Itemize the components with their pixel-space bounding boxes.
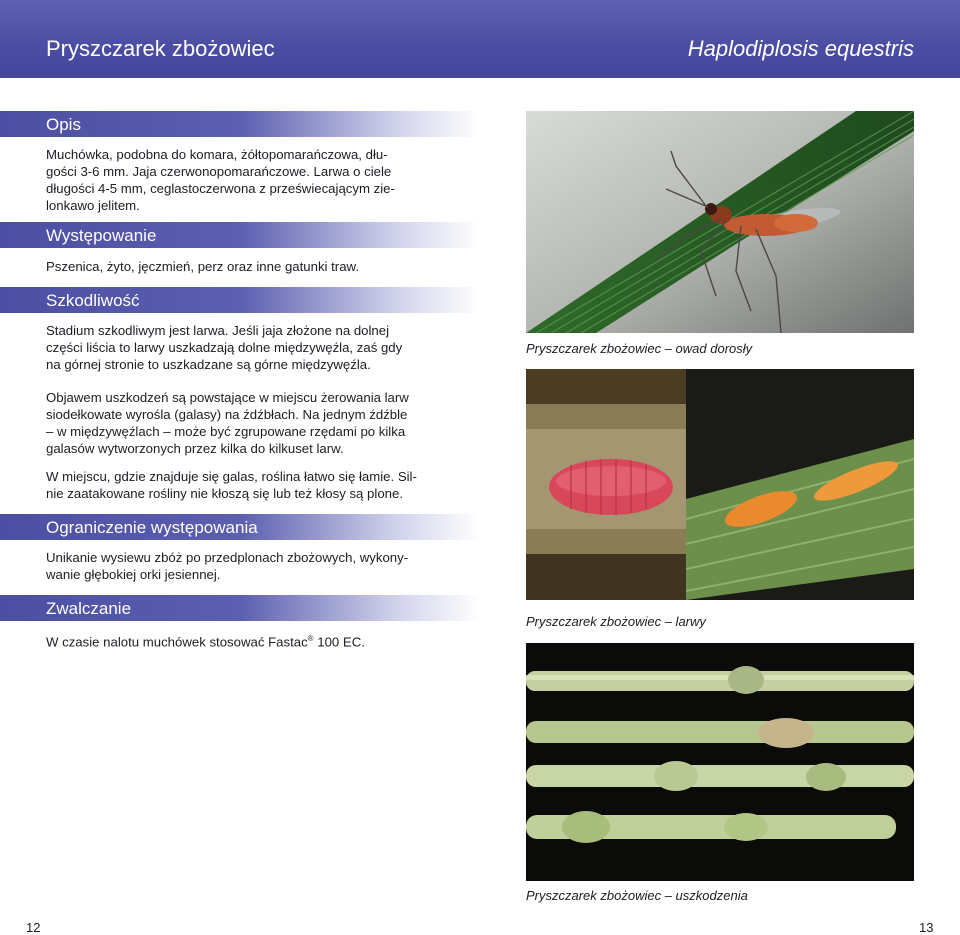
text-line: 100 EC. — [313, 634, 365, 650]
photo-larva-stem — [526, 369, 686, 600]
text-line: Stadium szkodliwym jest larwa. Jeśli jaja złożone na dolnej — [46, 323, 390, 338]
text-line: części liścia to larwy uszkadzają dolne międzywęźla, zaś gdy — [46, 340, 403, 355]
ograniczenie-text — [46, 549, 430, 583]
text-line: lonkawo jelitem. — [46, 198, 140, 213]
caption-larvae: Pryszczarek zbożowiec – larwy — [526, 614, 706, 629]
text-line: wanie głębokiej orki jesiennej. — [46, 567, 221, 582]
page-number-right: 13 — [919, 920, 934, 935]
text-line: Objawem uszkodzeń są powstające w miejscu żerowania larw — [46, 390, 409, 405]
caption-adult: Pryszczarek zbożowiec – owad dorosły — [526, 341, 753, 356]
photo-damaged-stems — [526, 643, 914, 881]
page-header — [0, 0, 960, 78]
text-line: nie zaatakowane rośliny nie kłoszą się lub też kłosy są plone. — [46, 486, 403, 501]
text-line: W miejscu, gdzie znajduje się galas, roślina łatwo się łamie. Sil- — [46, 469, 417, 484]
text-line: W czasie nalotu muchówek stosować — [46, 634, 269, 650]
section-heading: Występowanie — [46, 226, 157, 245]
section-heading: Zwalczanie — [46, 599, 132, 618]
text-line: Muchówka, podobna do komara, żółtopomarańczowa, dłu- — [46, 147, 388, 162]
szkodliwosc-text-1 — [46, 322, 430, 373]
section-heading: Szkodliwość — [46, 291, 140, 310]
section-heading: Opis — [46, 115, 81, 134]
caption-damage: Pryszczarek zbożowiec – uszkodzenia — [526, 888, 748, 903]
opis-text — [46, 146, 430, 214]
section-heading: Ograniczenie występowania — [46, 518, 258, 537]
text-line: siodełkowate wyrośla (galasy) na źdźbłach. Na jednym źdźble — [46, 407, 408, 422]
section-header-opis — [0, 111, 480, 137]
page-number-left: 12 — [26, 920, 41, 935]
text-line: Unikanie wysiewu zbóż po przedplonach zbożowych, wykony- — [46, 550, 409, 565]
section-header-szkodliwosc — [0, 287, 480, 313]
page-title: Pryszczarek zbożowiec — [46, 36, 275, 61]
registered-mark: ® — [307, 634, 314, 643]
section-header-zwalczanie — [0, 595, 480, 621]
photo-adult-midge — [526, 111, 914, 333]
text-line: długości 4-5 mm, ceglastoczerwona z przeświecającym zie- — [46, 181, 395, 196]
text-line: gości 3-6 mm. Jaja czerwonopomarańczowe. Larwa o ciele — [46, 164, 392, 179]
photo-larvae-green-stem — [686, 369, 914, 600]
text-line: Pszenica, żyto, jęczmień, perz oraz inne gatunki traw. — [46, 259, 359, 274]
wystepowanie-text — [46, 258, 430, 275]
product-name: Fastac — [268, 634, 308, 650]
latin-name: Haplodiplosis equestris — [687, 36, 914, 61]
text-line: galasów wytworzonych przez kilka do kilkuset larw. — [46, 441, 344, 456]
zwalczanie-text — [46, 630, 430, 650]
text-line: na górnej stronie to uszkadzane są górne międzywęźla. — [46, 357, 371, 372]
szkodliwosc-text-2 — [46, 389, 430, 457]
section-header-ograniczenie — [0, 514, 480, 540]
section-header-wystepowanie — [0, 222, 480, 248]
text-line: – w międzywęźlach – może być zgrupowane rzędami po kilka — [46, 424, 406, 439]
szkodliwosc-text-3 — [46, 468, 430, 502]
